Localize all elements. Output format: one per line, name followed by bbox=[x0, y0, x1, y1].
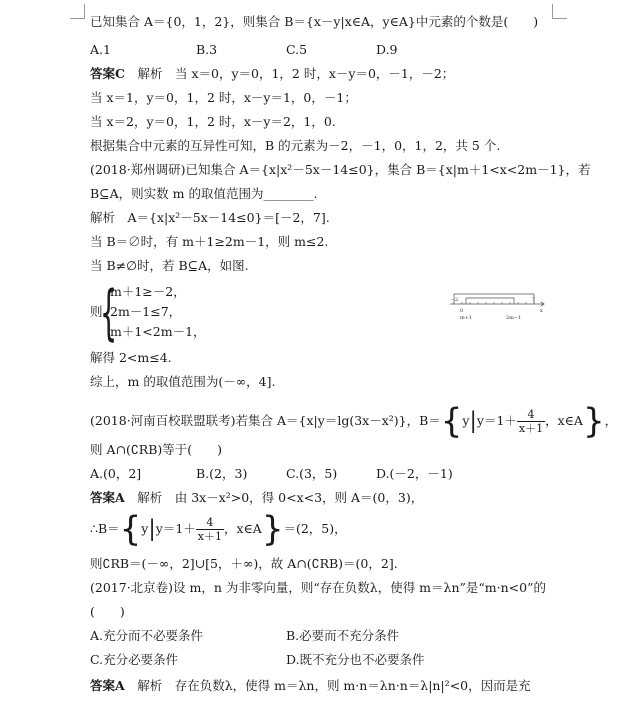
q1-analysis-line-2: 当 x＝1，y＝0，1，2 时，x－y＝1，0，－1； bbox=[90, 90, 357, 105]
system-eq-1: m＋1≥－2， bbox=[110, 284, 186, 299]
number-line-figure bbox=[448, 288, 548, 328]
numline-label-0: 0 bbox=[460, 308, 464, 314]
q1-analysis-line-3: 当 x＝2，y＝0，1，2 时，x－y＝2，1，0. bbox=[90, 114, 336, 129]
q2-analysis-line-1: 解析 A＝{x|x²－5x－14≤0}＝[－2，7]. bbox=[90, 210, 330, 225]
system-brace: { bbox=[100, 278, 118, 348]
fraction-denominator: x＋1 bbox=[197, 530, 222, 543]
set-brace-left: { bbox=[119, 509, 142, 550]
q3-set-b-result bbox=[90, 508, 347, 550]
question-3-stem bbox=[90, 400, 617, 442]
answer-label: 答案 bbox=[90, 678, 116, 693]
set-var: y bbox=[141, 521, 149, 536]
q1-option-b: B.3 bbox=[196, 42, 218, 57]
q1-option-d: D.9 bbox=[376, 42, 398, 57]
q4-option-a: A.充分而不必要条件 bbox=[90, 628, 204, 643]
set-fraction bbox=[196, 516, 224, 543]
question-4-stem: (2017·北京卷)设 m，n 为非零向量，则“存在负数λ，使得 m＝λn”是“m·n<0”的 bbox=[90, 580, 546, 595]
q3-stem-comma: ， bbox=[604, 413, 618, 428]
set-brace-right: } bbox=[261, 509, 284, 550]
q2-result: 解得 2<m≤4. bbox=[90, 350, 172, 365]
numline-label-x: x bbox=[540, 308, 543, 314]
q4-analysis: 解析 存在负数λ，使得 m＝λn，则 m·n＝λn·n＝λ|n|²<0，因而是充 bbox=[124, 678, 531, 693]
question-1-stem: 已知集合 A＝{0，1，2}，则集合 B＝{x－y|x∈A，y∈A}中元素的个数是( ) bbox=[90, 14, 539, 29]
answer-value: A bbox=[115, 490, 125, 505]
question-3-stem-cont: 则 A∩(∁RB)等于( ) bbox=[90, 442, 223, 457]
q1-answer-line bbox=[90, 64, 454, 84]
answer-label: 答案 bbox=[90, 490, 116, 505]
q3-stem-text: (2018·河南百校联盟联考)若集合 A＝{x|y＝lg(3x－x²)}，B＝ bbox=[90, 413, 441, 428]
answer-value: A bbox=[115, 678, 125, 693]
set-b-value: ＝(2，5)， bbox=[283, 521, 347, 536]
q4-answer-line bbox=[90, 676, 531, 696]
set-bar: | bbox=[148, 516, 156, 542]
q3-option-d: D.(－2，－1) bbox=[376, 466, 453, 481]
q1-analysis-line-4: 根据集合中元素的互异性可知，B 的元素为－2，－1，0，1，2，共 5 个. bbox=[90, 138, 501, 153]
q1-option-a: A.1 bbox=[90, 42, 111, 57]
system-eq-2: 2m－1≤7， bbox=[110, 304, 182, 319]
set-bar: | bbox=[469, 408, 477, 434]
q3-analysis: 解析 由 3x－x²>0，得 0<x<3，则 A＝(0，3)， bbox=[124, 490, 424, 505]
fraction-numerator: 4 bbox=[517, 408, 545, 422]
question-2-stem: (2018·郑州调研)已知集合 A＝{x|x²－5x－14≤0}，集合 B＝{x|m＋1<x<2m－1}，若 bbox=[90, 162, 591, 177]
numline-label-2m1: 2m−1 bbox=[506, 315, 522, 321]
set-condition: ，x∈A bbox=[545, 413, 583, 428]
q4-option-d: D.既不充分也不必要条件 bbox=[286, 652, 425, 667]
fraction-numerator: 4 bbox=[196, 516, 224, 530]
set-expr: y＝1＋ bbox=[155, 521, 196, 536]
set-brace-right: } bbox=[582, 401, 605, 442]
q4-option-b: B.必要而不充分条件 bbox=[286, 628, 400, 643]
set-fraction bbox=[517, 408, 545, 435]
q1-option-c: C.5 bbox=[286, 42, 308, 57]
page-corner-mark-left bbox=[70, 4, 85, 19]
answer-label: 答案 bbox=[90, 66, 116, 81]
set-expr: y＝1＋ bbox=[476, 413, 517, 428]
q2-conclusion: 综上，m 的取值范围为(－∞，4]. bbox=[90, 374, 276, 389]
q3-option-a: A.(0，2] bbox=[90, 466, 142, 481]
set-brace-left: { bbox=[440, 401, 463, 442]
system-prefix: 则 bbox=[90, 304, 103, 319]
set-var: y bbox=[462, 413, 470, 428]
page-corner-mark-right bbox=[552, 4, 567, 19]
fraction-denominator: x＋1 bbox=[518, 422, 544, 435]
question-2-stem-cont: B⊆A，则实数 m 的取值范围为________. bbox=[90, 186, 318, 201]
q2-analysis-line-3: 当 B≠∅时，若 B⊆A，如图. bbox=[90, 258, 249, 273]
numline-label-7: 7 bbox=[532, 297, 536, 303]
q2-analysis-line-2: 当 B＝∅时，有 m＋1≥2m－1，则 m≤2. bbox=[90, 234, 329, 249]
q3-complement-line: 则∁RB＝(－∞，2]∪[5，＋∞)，故 A∩(∁RB)＝(0，2]. bbox=[90, 556, 398, 571]
therefore-b: ∴B＝ bbox=[90, 521, 120, 536]
set-b-bracket bbox=[466, 298, 514, 304]
q3-option-c: C.(3，5) bbox=[286, 466, 338, 481]
q1-analysis: 解析 当 x＝0，y＝0，1，2 时，x－y＝0，－1，－2； bbox=[124, 66, 455, 81]
question-4-blank: ( ) bbox=[90, 604, 125, 619]
numline-label-m1: m+1 bbox=[460, 315, 473, 321]
numline-label-minus2: －2 bbox=[450, 297, 459, 303]
q4-option-c: C.充分必要条件 bbox=[90, 652, 179, 667]
system-eq-3: m＋1<2m－1， bbox=[110, 324, 206, 339]
answer-value: C bbox=[115, 66, 125, 81]
q3-answer-line bbox=[90, 488, 423, 508]
set-condition: ，x∈A bbox=[223, 521, 262, 536]
q3-option-b: B.(2，3) bbox=[196, 466, 248, 481]
